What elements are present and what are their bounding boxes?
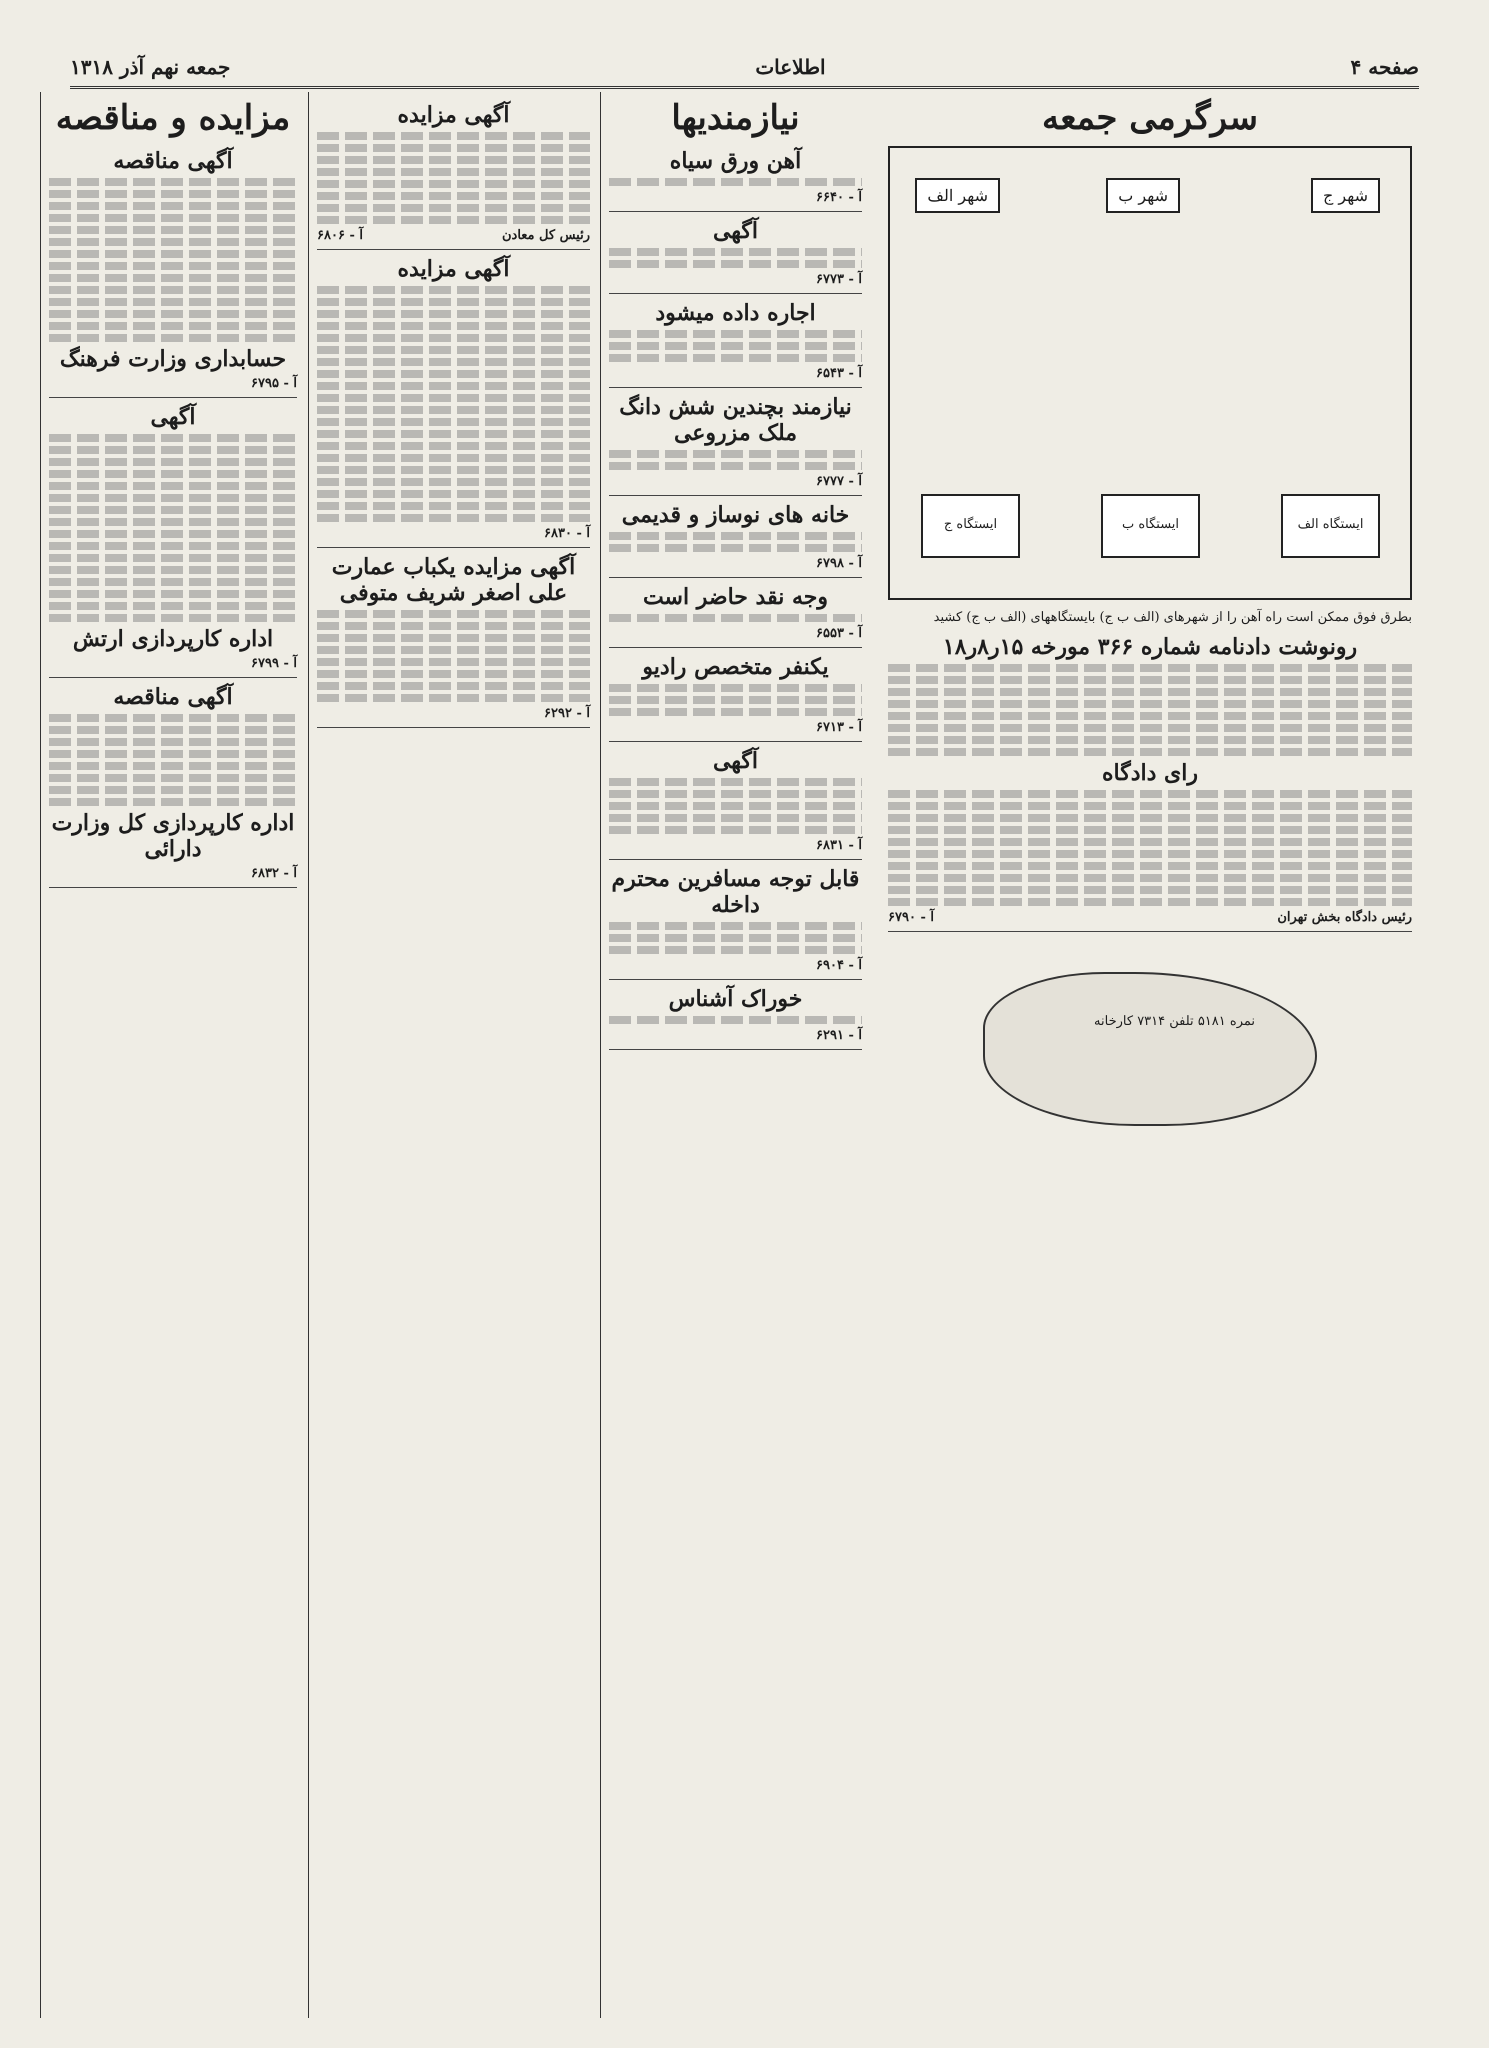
company-stamp	[983, 972, 1317, 1126]
puzzle-column	[880, 92, 1420, 2018]
issue-date: جمعه نهم آذر ۱۳۱۸	[70, 55, 231, 79]
ad-title: خوراک آشناس	[668, 986, 803, 1012]
auction-column	[308, 92, 598, 2018]
tender-ad	[49, 678, 297, 888]
ad-title: خانه های نوساز و قدیمی	[621, 502, 850, 528]
ad-signature: رئیس کل معادن	[501, 228, 590, 243]
ad-code: آ - ۶۹۰۴	[816, 958, 862, 973]
ad-code: آ - ۶۷۷۳	[816, 272, 862, 287]
auction-ad	[317, 96, 590, 250]
ad-title: آهن ورق سیاه	[669, 148, 802, 174]
ad-code: آ - ۶۷۱۳	[816, 720, 862, 735]
classifieds-title: نیازمندیها	[671, 98, 800, 138]
ad-title: آگهی مناقصه	[113, 148, 233, 174]
city-label: شهر الف	[915, 178, 1000, 213]
ad-code: آ - ۶۷۹۰	[888, 910, 934, 926]
ad-code: آ - ۶۲۹۲	[544, 706, 590, 721]
classifieds-column	[600, 92, 870, 2018]
tender-ad	[49, 142, 297, 398]
tenders-title: مزایده و مناقصه	[55, 98, 291, 138]
city-label: شهر ب	[1106, 178, 1180, 213]
ad-signature: اداره کارپردازی کل وزارت دارائی	[51, 810, 295, 862]
classified-ad	[609, 980, 862, 1050]
ad-title: یکنفر متخصص رادیو	[642, 654, 829, 680]
station-label: ایستگاه ج	[921, 494, 1020, 558]
classified-ad	[609, 742, 862, 860]
classified-ad	[609, 648, 862, 742]
ad-title: نیازمند بچندین شش دانگ ملک مزروعی	[619, 394, 852, 446]
puzzle-caption: بطرق فوق ممکن است راه آهن را از شهرهای (الف ب ج) بایستگاههای (الف ب ج) کشید	[933, 610, 1412, 625]
ad-title: وجه نقد حاضر است	[642, 584, 829, 610]
ruling-title: رونوشت دادنامه شماره ۳۶۶ مورخه ۱۵ر۸ر۱۸	[942, 634, 1358, 661]
ad-code: آ - ۶۷۹۵	[251, 376, 297, 391]
classified-ad	[609, 496, 862, 578]
auction-ad	[317, 250, 590, 548]
ad-title: آگهی	[712, 218, 759, 244]
classified-ad	[609, 294, 862, 388]
ad-title: آگهی مناقصه	[113, 684, 233, 710]
ad-code: آ - ۶۸۰۶	[317, 228, 363, 243]
ad-code: آ - ۶۷۹۸	[816, 556, 862, 571]
ad-code: آ - ۶۷۷۷	[816, 474, 862, 489]
classified-ad	[609, 388, 862, 496]
ad-code: آ - ۶۵۴۳	[816, 366, 862, 381]
ad-code: آ - ۶۸۳۰	[544, 526, 590, 541]
auction-ad	[317, 548, 590, 728]
city-label: شهر ج	[1311, 178, 1380, 213]
page-header	[70, 48, 1419, 89]
ad-code: آ - ۶۶۴۰	[816, 190, 862, 205]
ad-code: آ - ۶۲۹۱	[816, 1028, 862, 1043]
page-number: صفحه ۴	[1350, 55, 1419, 79]
ad-code: آ - ۶۵۵۳	[816, 626, 862, 641]
ad-title: آگهی	[712, 748, 759, 774]
stamp-text: نمره ۵۱۸۱ تلفن ۷۳۱۴ کارخانه	[1094, 1014, 1255, 1030]
tender-ad	[49, 398, 297, 678]
ruling-signature: رئیس دادگاه بخش تهران	[1277, 910, 1412, 926]
ad-code: آ - ۶۸۳۱	[816, 838, 862, 853]
puzzle-title: سرگرمی جمعه	[1042, 98, 1258, 138]
ad-title: آگهی مزایده	[397, 102, 510, 128]
railway-puzzle-diagram	[888, 146, 1412, 600]
classified-ad	[609, 578, 862, 648]
station-label: ایستگاه الف	[1281, 494, 1380, 558]
ad-title: آگهی مزایده یکباب عمارت علی اصغر شریف متوفی	[331, 554, 576, 606]
classified-ad	[609, 142, 862, 212]
tenders-column	[40, 92, 305, 2018]
paper-name: اطلاعات	[755, 55, 826, 79]
ruling-subtitle: رای دادگاه	[1101, 760, 1199, 787]
station-label: ایستگاه ب	[1101, 494, 1200, 558]
ad-title: اجاره داده میشود	[655, 300, 816, 326]
classified-ad	[609, 860, 862, 980]
classified-ad	[609, 212, 862, 294]
ad-code: آ - ۶۷۹۹	[251, 656, 297, 671]
ad-signature: اداره کارپردازی ارتش	[72, 626, 274, 652]
ruling-section	[888, 628, 1412, 932]
ad-title: آگهی مزایده	[397, 256, 510, 282]
ad-title: قابل توجه مسافرین محترم داخله	[611, 866, 860, 918]
ad-code: آ - ۶۸۳۲	[251, 866, 297, 881]
ad-signature: حسابداری وزارت فرهنگ	[59, 346, 287, 372]
ad-title: آگهی	[150, 404, 196, 430]
